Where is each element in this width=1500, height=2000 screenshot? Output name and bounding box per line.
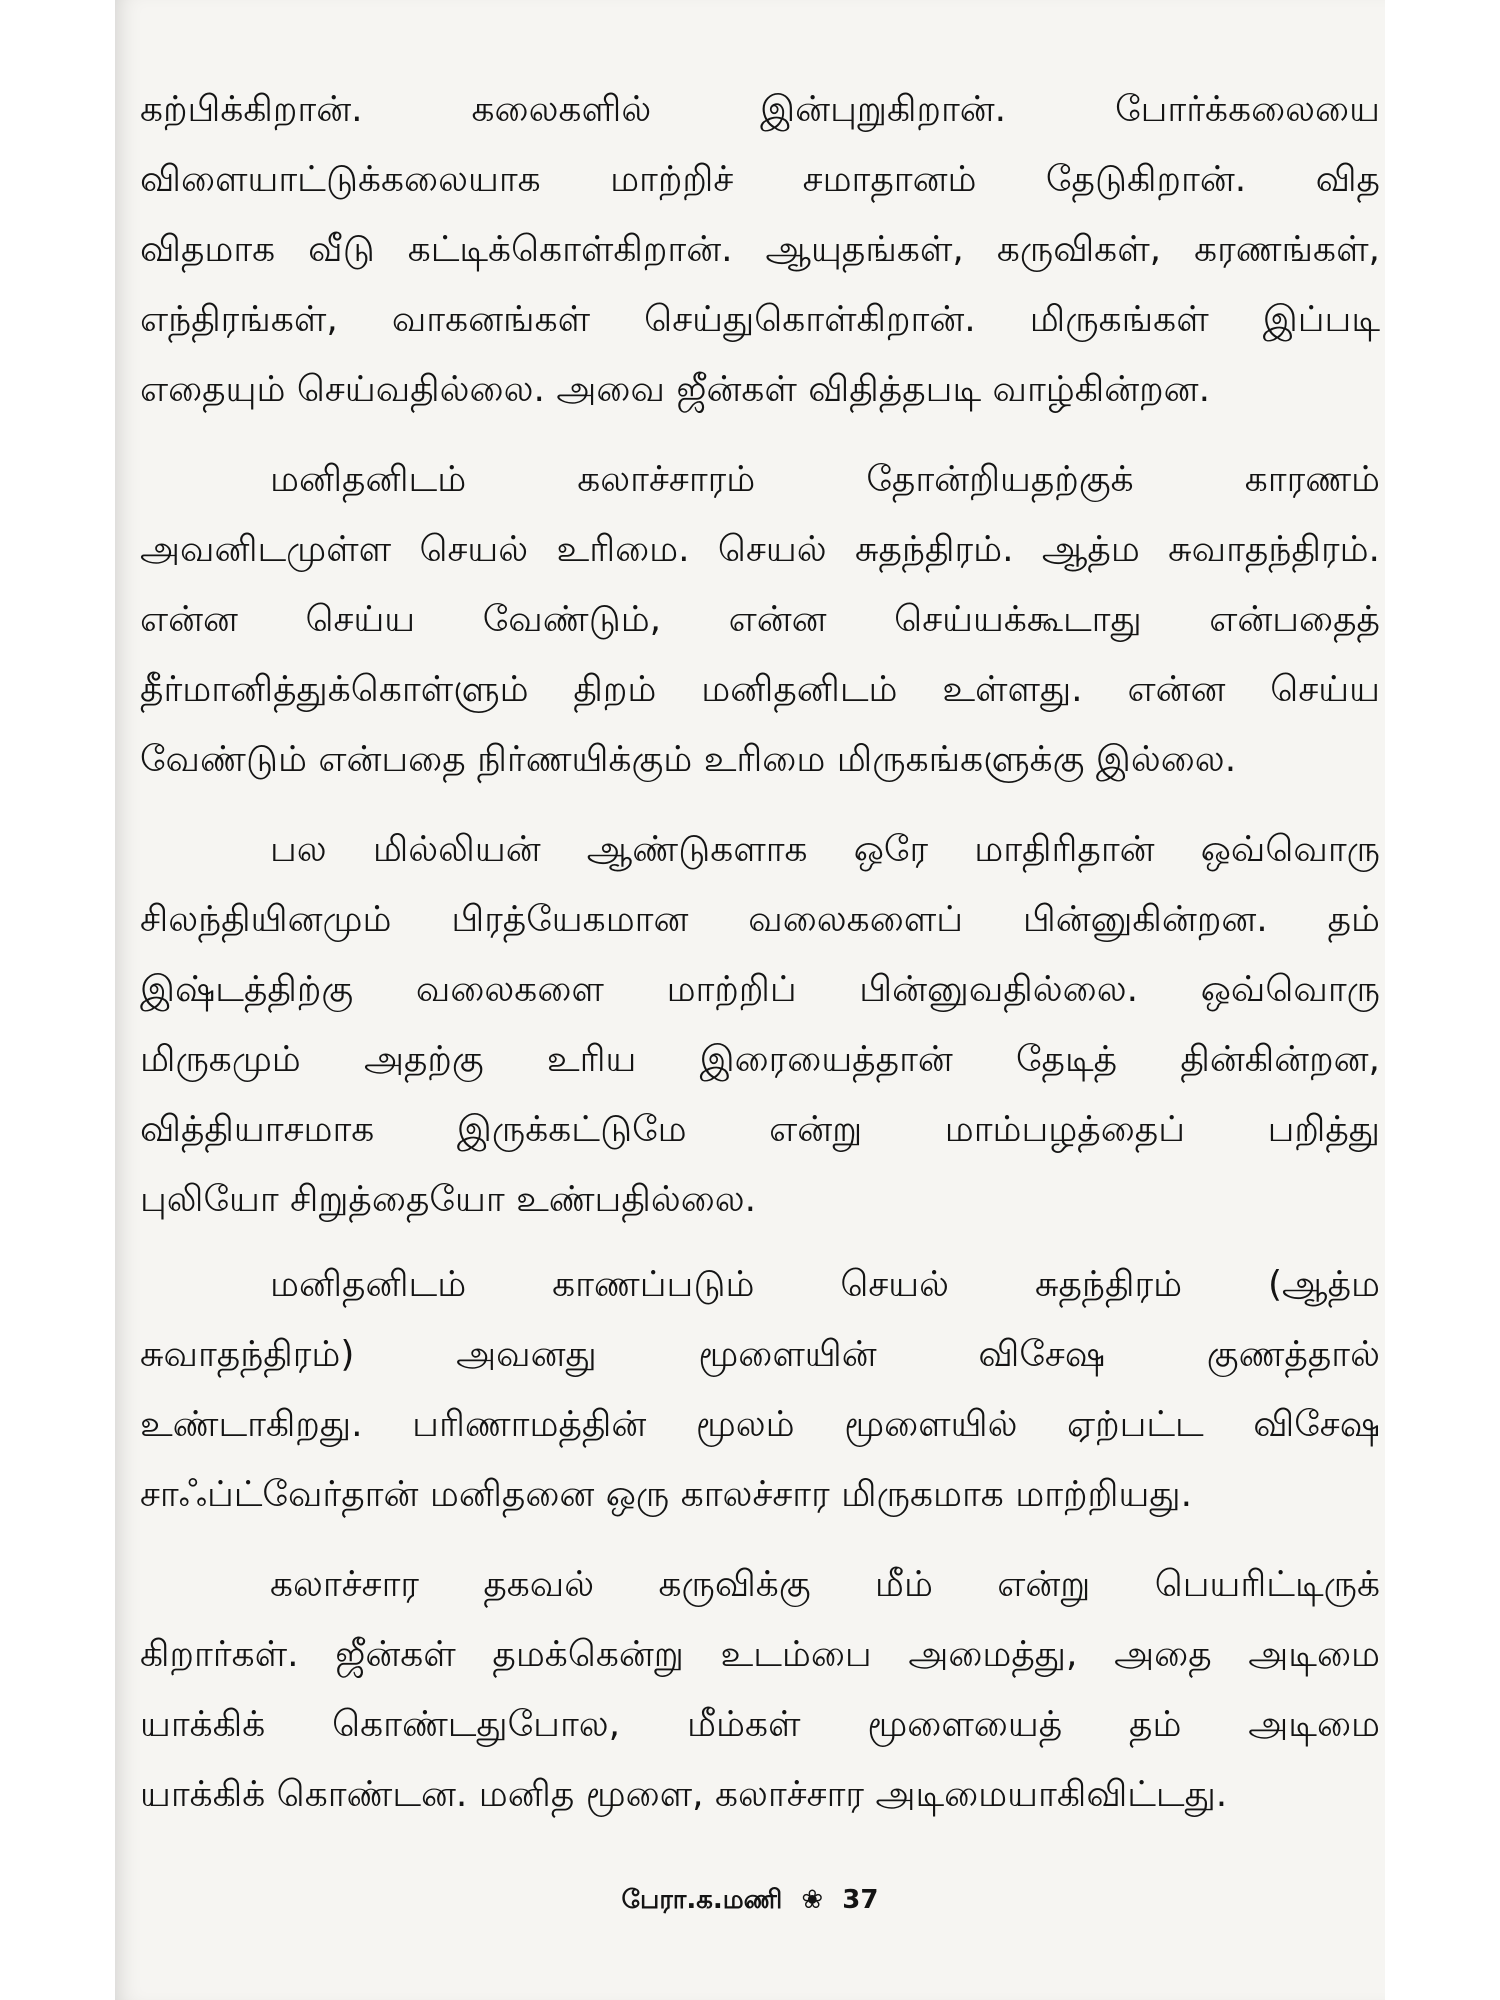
text-line: யாக்கிக் கொண்டதுபோல, மீம்கள் மூளையைத் தம் அடிமை: [140, 1704, 1380, 1745]
text-line: எதையும் செய்வதில்லை. அவை ஜீன்கள் விதித்தபடி வாழ்கின்றன.: [140, 369, 1211, 410]
text-line: கிறார்கள். ஜீன்கள் தமக்கென்று உடம்பை அமைத்து, அதை அடிமை: [140, 1634, 1380, 1675]
page-number: 37: [842, 1885, 879, 1915]
text-line: சாஃப்ட்வேர்தான் மனிதனை ஒரு காலச்சார மிருகமாக மாற்றியது.: [140, 1474, 1193, 1515]
text-line: இஷ்டத்திற்கு வலைகளை மாற்றிப் பின்னுவதில்லை. ஒவ்வொரு: [140, 969, 1380, 1010]
text-line: யாக்கிக் கொண்டன. மனித மூளை, கலாச்சார அடிமையாகிவிட்டது.: [140, 1774, 1228, 1815]
text-line: கற்பிக்கிறான். கலைகளில் இன்புறுகிறான். போர்க்கலையை: [140, 89, 1380, 130]
text-line: உண்டாகிறது. பரிணாமத்தின் மூலம் மூளையில் ஏற்பட்ட விசேஷ: [140, 1404, 1380, 1445]
text-line: என்ன செய்ய வேண்டும், என்ன செய்யக்கூடாது என்பதைத்: [140, 599, 1380, 640]
text-line: கலாச்சார தகவல் கருவிக்கு மீம் என்று பெயரிட்டிருக்: [270, 1564, 1380, 1605]
text-line: மிருகமும் அதற்கு உரிய இரையைத்தான் தேடித் தின்கின்றன,: [140, 1039, 1380, 1080]
text-line: சுவாதந்திரம்) அவனது மூளையின் விசேஷ குணத்தால்: [140, 1334, 1380, 1375]
text-line: வேண்டும் என்பதை நிர்ணயிக்கும் உரிமை மிருகங்களுக்கு இல்லை.: [140, 739, 1237, 780]
text-line: அவனிடமுள்ள செயல் உரிமை. செயல் சுதந்திரம். ஆத்ம சுவாதந்திரம்.: [140, 529, 1380, 570]
text-line: தீர்மானித்துக்கொள்ளும் திறம் மனிதனிடம் உள்ளது. என்ன செய்ய: [140, 669, 1380, 710]
text-line: பல மில்லியன் ஆண்டுகளாக ஒரே மாதிரிதான் ஒவ்வொரு: [270, 829, 1380, 870]
text-line: எந்திரங்கள், வாகனங்கள் செய்துகொள்கிறான். மிருகங்கள் இப்படி: [140, 299, 1380, 340]
text-line: விதமாக வீடு கட்டிக்கொள்கிறான். ஆயுதங்கள், கருவிகள், கரணங்கள்,: [140, 229, 1380, 270]
text-line: மனிதனிடம் கலாச்சாரம் தோன்றியதற்குக் காரணம்: [270, 459, 1380, 500]
flower-ornament-icon: ❀: [801, 1885, 824, 1915]
text-line: விளையாட்டுக்கலையாக மாற்றிச் சமாதானம் தேடுகிறான். வித: [140, 159, 1380, 200]
text-line: சிலந்தியினமும் பிரத்யேகமான வலைகளைப் பின்னுகின்றன. தம்: [140, 899, 1380, 940]
text-line: மனிதனிடம் காணப்படும் செயல் சுதந்திரம் (ஆத்ம: [270, 1264, 1380, 1305]
text-line: வித்தியாசமாக இருக்கட்டுமே என்று மாம்பழத்தைப் பறித்து: [140, 1109, 1380, 1150]
text-line: புலியோ சிறுத்தையோ உண்பதில்லை.: [140, 1179, 757, 1220]
page-footer: [0, 1880, 1500, 1920]
footer-author: பேரா.க.மணி: [621, 1885, 783, 1915]
